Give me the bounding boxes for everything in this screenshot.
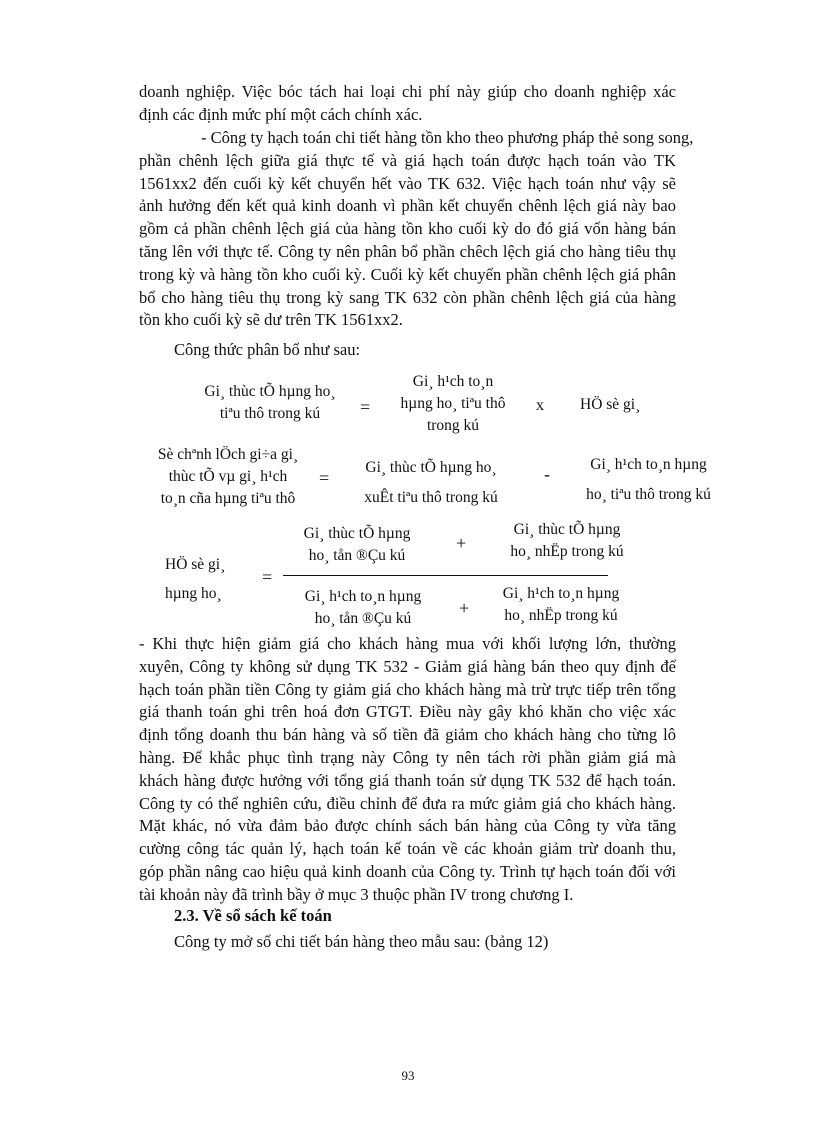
formula-text: hµng ho¸ tiªu thô xyxy=(400,395,506,412)
formula3-numerator-b xyxy=(494,519,640,563)
formula-text: ho¸ tån ®Çu kú xyxy=(308,547,406,564)
text-line: tài khoản này đã trình bầy ở mục 3 thuộc phần IV trong chương I. xyxy=(139,884,574,904)
text-line: định tổng doanh thu bán hàng và số tiền đã giảm cho khách hàng cho từng lô xyxy=(139,725,676,745)
text-line: ảnh hưởng đến kết quả kinh doanh vì phần kết chuyển chênh lệch giá này bao xyxy=(139,196,676,216)
text-line: định các định mức phí một cách chính xác. xyxy=(139,104,423,124)
text-line: doanh nghiệp. Việc bóc tách hai loại chi phí này giúp cho doanh nghiệp xác xyxy=(139,82,676,101)
text-line: hàng. Để khắc phục tình trạng này Công ty nên tách rời phần giảm giá mà xyxy=(139,747,676,767)
formula-text: tiªu thô trong kú xyxy=(219,405,321,422)
minus-sign: - xyxy=(544,464,550,484)
plus-sign: + xyxy=(459,598,470,618)
formula-text: Gi¸ thùc tÕ hµng ho¸ xyxy=(365,459,497,476)
formula1-rhs: HÖ sè gi¸ xyxy=(580,396,641,413)
text-line: góp phần nâng cao hiệu quả kinh doanh của Công ty. Trình tự hạch toán đối với xyxy=(139,861,676,881)
text-line: - Công ty hạch toán chi tiết hàng tồn kho theo phương pháp thẻ song song, xyxy=(201,128,694,147)
equals-sign: = xyxy=(360,397,371,417)
formula-text: Sè chªnh lÖch gi÷a gi¸ xyxy=(157,446,299,463)
formula-text: ho¸ tiªu thô trong kú xyxy=(586,486,711,503)
formula-text: Gi¸ h¹ch to¸n hµng xyxy=(590,456,707,473)
section-heading: 2.3. Về sổ sách kế toán xyxy=(174,906,332,925)
text-line: tồn kho cuối kỳ sẽ dư trên TK 1561xx2. xyxy=(139,310,403,330)
text-line: 1561xx2 đến cuối kỳ kết chuyển hết vào TK 632. Việc hạch toán như vậy sẽ xyxy=(139,173,676,193)
formula2-lhs xyxy=(139,444,317,510)
text-line: Mặt khác, nó vừa đảm bảo được chính sách bán hàng của Công ty vừa tăng xyxy=(139,816,676,836)
paragraph-inventory xyxy=(139,127,694,332)
formula-text: Gi¸ h¹ch to¸n xyxy=(412,373,494,390)
paragraph-intro xyxy=(139,81,676,127)
formula3-denominator-b xyxy=(488,583,634,627)
formula-text: ho¸ nhËp trong kú xyxy=(504,607,618,624)
formula-intro: Công thức phân bổ như sau: xyxy=(174,340,361,359)
formula3-denominator-a xyxy=(286,586,440,630)
equals-sign: = xyxy=(319,468,330,488)
text-line: trong kỳ và hàng tồn kho cuối kỳ. Cuối kỳ kết chuyển phần chênh lệch giá phân xyxy=(139,264,676,284)
text-line: Công ty có thể nghiên cứu, điều chỉnh để đưa ra mức giảm giá cho khách hàng. xyxy=(139,793,676,813)
formula3-lhs xyxy=(165,550,235,608)
text-line: giá thanh toán ghi trên hoá đơn GTGT. Điều này gây khó khăn cho việc xác xyxy=(139,702,676,722)
paragraph-discount xyxy=(139,633,676,907)
formula1-middle xyxy=(383,371,523,437)
formula-text: ho¸ tån ®Çu kú xyxy=(314,610,412,627)
multiply-sign: x xyxy=(536,397,544,414)
formula1-lhs xyxy=(175,381,365,425)
formula-text: trong kú xyxy=(426,417,480,434)
formula-text: Gi¸ h¹ch to¸n hµng xyxy=(304,588,422,605)
text-line: - Khi thực hiện giảm giá cho khách hàng mua với khối lượng lớn, thường xyxy=(139,634,676,653)
page-number: 93 xyxy=(401,1068,415,1083)
plus-sign: + xyxy=(456,533,467,553)
fraction-bar xyxy=(283,575,608,576)
formula-text: Gi¸ thùc tÕ hµng xyxy=(303,525,411,542)
formula-text: xuÊt tiªu thô trong kú xyxy=(364,489,498,506)
text-line: bổ cho hàng tiêu thụ trong kỳ sang TK 632 còn phần chênh lệch giá của hàng xyxy=(139,287,676,307)
text-line: xuyên, Công ty không sử dụng TK 532 - Giảm giá hàng bán theo quy định để xyxy=(139,656,676,676)
equals-sign: = xyxy=(262,567,273,587)
formula-text: Gi¸ thùc tÕ hµng ho¸ xyxy=(204,383,336,400)
formula-text: thùc tÕ vµ gi¸ h¹ch xyxy=(168,468,288,485)
text-line: hạch toán phần tiền Công ty giảm giá cho khách hàng mà trừ trực tiếp trên tổng xyxy=(139,679,676,699)
text-line: phần chênh lệch giữa giá thực tế và giá hạch toán được hạch toán vào TK xyxy=(139,150,676,170)
formula-text: hµng ho¸ xyxy=(165,585,222,602)
formula-text: ho¸ nhËp trong kú xyxy=(510,543,624,560)
formula-text: HÖ sè gi¸ xyxy=(165,556,226,573)
formula-text: Gi¸ thùc tÕ hµng xyxy=(513,521,621,538)
text-line: khách hàng được hưởng với tổng giá thanh toán sử dụng TK 532 để hạch toán. xyxy=(139,770,676,790)
text-line: tăng lên với thực tế. Công ty nên phân bổ phần chêch lệch giá cho hàng tiêu thụ xyxy=(139,241,676,261)
formula2-term-b xyxy=(566,450,731,510)
formula-text: to¸n cña hµng tiªu thô xyxy=(160,490,296,507)
paragraph-table-intro: Công ty mở sổ chi tiết bán hàng theo mẫu sau: (bảng 12) xyxy=(174,932,549,951)
formula-text: Gi¸ h¹ch to¸n hµng xyxy=(502,585,620,602)
text-line: gồm cả phần chênh lệch giá của hàng tồn kho cuối kỳ do đó giá vốn hàng bán xyxy=(139,219,676,239)
formula2-term-a xyxy=(349,453,513,513)
text-line: cường công tác quản lý, hạch toán kế toán về các khoản giảm trừ doanh thu, xyxy=(139,839,676,859)
formula3-numerator-a xyxy=(284,523,430,567)
